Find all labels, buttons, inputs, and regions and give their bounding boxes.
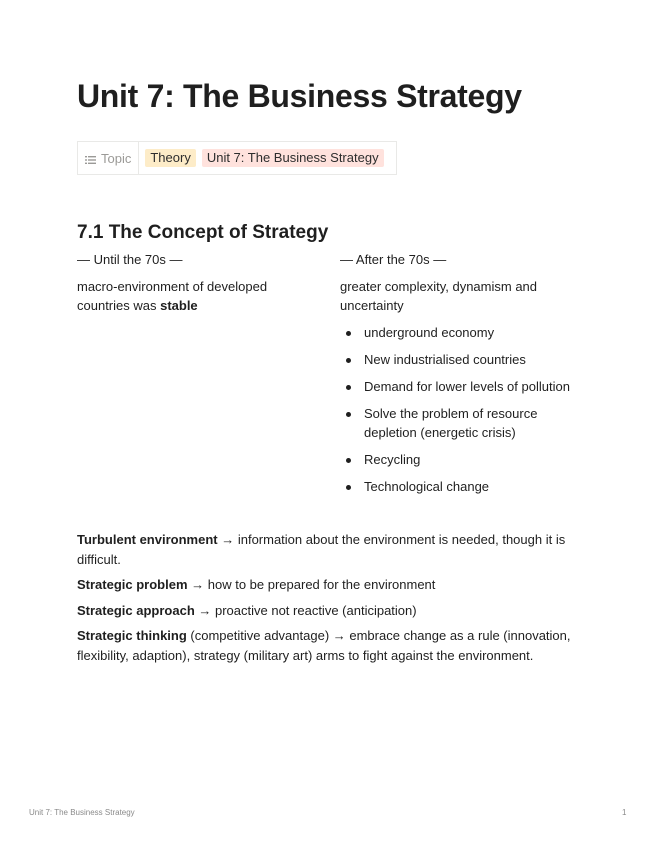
bullet-icon — [346, 458, 351, 463]
column-left-header: — Until the 70s — — [77, 252, 183, 267]
list-item: Recycling — [340, 450, 575, 470]
note-turbulent-environment: Turbulent environment → information about the environment is needed, though it is difficult. — [77, 532, 566, 567]
page-number: 1 — [622, 808, 627, 817]
footer-title: Unit 7: The Business Strategy — [29, 808, 135, 817]
section-heading: 7.1 The Concept of Strategy — [77, 222, 329, 243]
list-icon — [85, 153, 96, 163]
list-item: Technological change — [340, 477, 575, 497]
list-item: Solve the problem of resource depletion (energetic crisis) — [340, 404, 575, 443]
property-key-label: Topic — [101, 150, 132, 166]
note-strategic-approach: Strategic approach → proactive not reactive (anticipation) — [77, 602, 417, 618]
column-right-header: — After the 70s — — [340, 252, 447, 267]
column-left — [77, 250, 307, 323]
column-right — [340, 250, 575, 504]
bullet-icon — [346, 331, 351, 336]
notes-block — [77, 530, 577, 671]
tag-unit[interactable]: Unit 7: The Business Strategy — [202, 149, 384, 167]
bullet-icon — [346, 385, 351, 390]
note-strategic-problem: Strategic problem → how to be prepared for the environment — [77, 577, 436, 592]
bold-stable: stable — [160, 298, 198, 313]
tag-theory[interactable]: Theory — [145, 149, 195, 167]
column-right-text: greater complexity, dynamism and uncertainty — [340, 278, 538, 313]
property-row — [77, 141, 397, 175]
note-strategic-thinking: Strategic thinking (competitive advantage) → embrace change as a rule (innovation, flexibility, adaption), strategy (military art) arms to fight against the environment. — [77, 628, 571, 663]
bullet-list — [340, 323, 575, 497]
property-key[interactable] — [78, 142, 139, 174]
list-item: underground economy — [340, 323, 575, 343]
property-value[interactable] — [139, 142, 395, 174]
bullet-icon — [346, 485, 351, 490]
bullet-icon — [346, 412, 351, 417]
list-item: New industrialised countries — [340, 350, 575, 370]
bullet-icon — [346, 358, 351, 363]
list-item: Demand for lower levels of pollution — [340, 377, 575, 397]
page-title: Unit 7: The Business Strategy — [77, 78, 522, 114]
column-left-text: macro-environment of developed countries was stable — [77, 278, 268, 313]
